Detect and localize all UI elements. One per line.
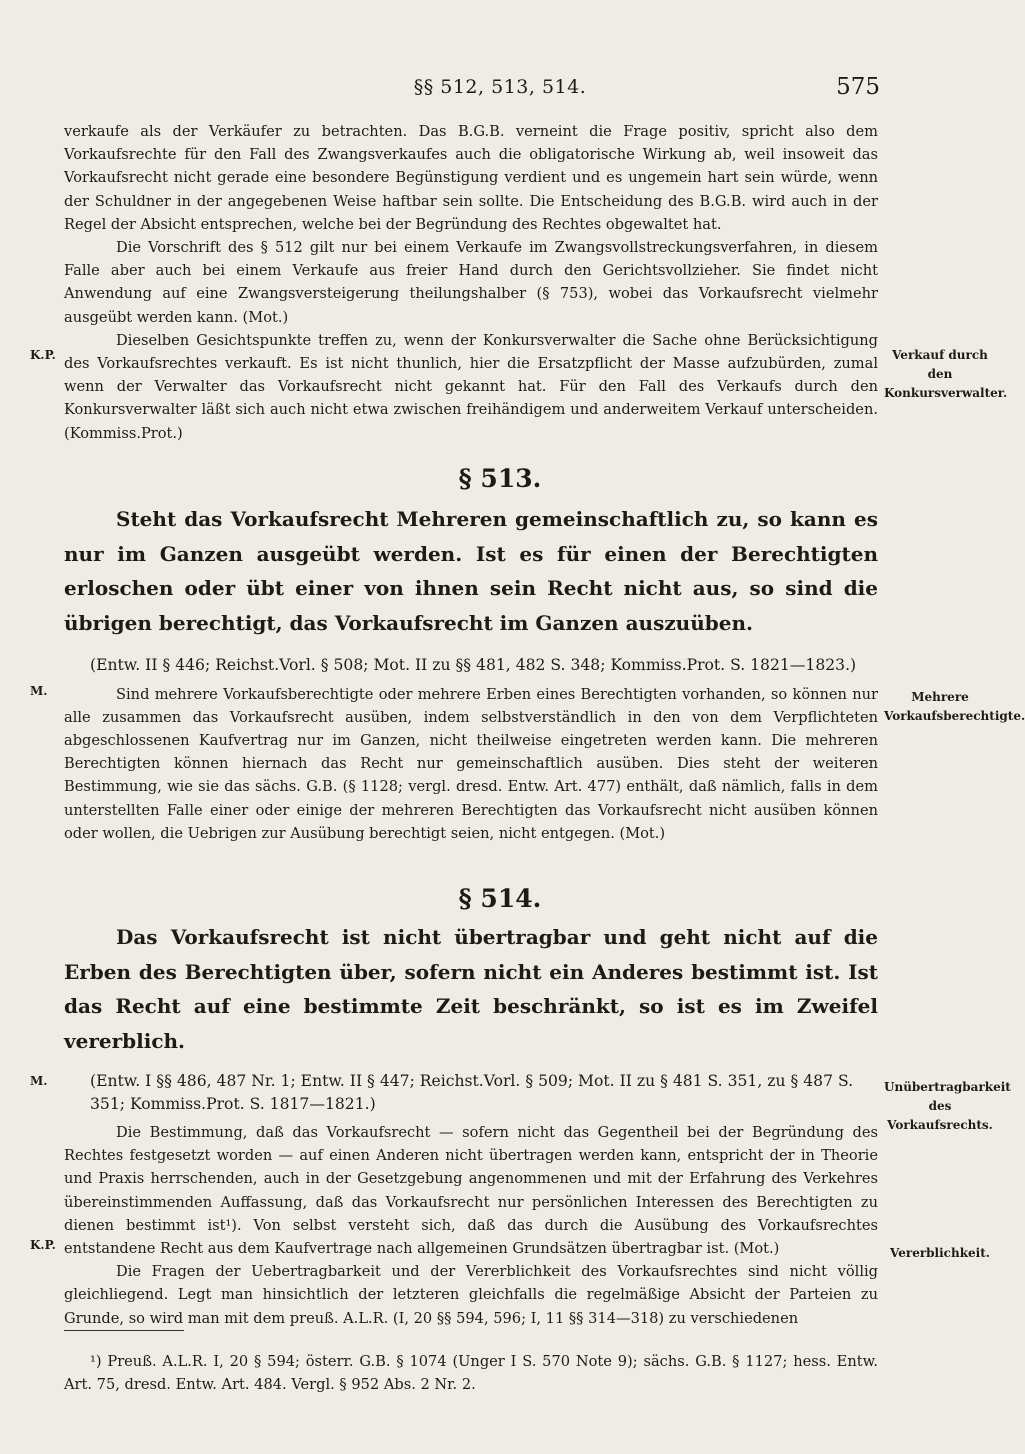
section-514-heading: § 514.	[458, 884, 542, 913]
s513-commentary: Sind mehrere Vorkaufsberechtigte oder mehrere Erben eines Berechtigten vorhanden, so können nur alle zusammen das Vorkaufsrecht ausüben, indem selbstverständlich in den von dem Verpflichteten abgeschlossenen Kaufvertrag nur im Ganzen, nicht theilweise eingetreten werden kann. Die mehreren Berechtigten können hiernach das Recht nur gemeinschaftlich ausüben. Dies steht der weiteren Bestimmung, wie sie das sächs. G.B. (§ 1128; vergl. dresd. Entw. Art. 477) enthält, daß nämlich, falls in dem unterstellten Falle einer oder einige der mehreren Berechtigten das Vorkaufsrecht nicht ausüben können oder wollen, die Uebrigen zur Ausübung berechtigt seien, nicht entgegen. (Mot.)	[64, 685, 878, 842]
page-number: 575	[836, 74, 880, 100]
s514-commentary-1: Die Bestimmung, daß das Vorkaufsrecht — sofern nicht das Gegentheil bei der Begründung des Rechtes festgesetzt worden — auf einen Anderen nicht übertragen werden kann, entspricht der in Theorie und Praxis herrschenden, auch in der Gesetzgebung angenommenen und mit der Erfahrung des Verkehres übereinstimmenden Auffassung, daß das Vorkaufsrecht nur persönlichen Interessen des Berechtigten zu dienen bestimmt ist¹). Von selbst versteht sich, daß das durch die Ausübung des Vorkaufsrechtes entstandene Recht aus dem Kaufvertrage nach allgemeinen Grundsätzen übertragbar ist. (Mot.)	[64, 1124, 878, 1258]
marker-kp: K.P.	[30, 348, 56, 362]
section-513	[64, 502, 878, 845]
margin-note-mehrere: Mehrere Vorkaufsberechtigte.	[884, 690, 1025, 723]
running-header: §§ 512, 513, 514.	[413, 76, 587, 98]
section-514	[64, 920, 878, 1330]
footnote-rule	[64, 1330, 184, 1331]
s514-sources: (Entw. I §§ 486, 487 Nr. 1; Entw. II § 447; Reichst.Vorl. § 509; Mot. II zu § 481 S. 351, zu § 487 S. 351; Kommiss.Prot. S. 1817—1821.)	[90, 1072, 854, 1113]
margin-note-konkurs: Verkauf durch den Konkursverwalter.	[884, 348, 1008, 400]
s512-paragraph-2: Die Vorschrift des § 512 gilt nur bei einem Verkaufe im Zwangsvollstreckungsverfahren, in diesem Falle aber auch bei einem Verkaufe aus freier Hand durch den Gerichtsvollzieher. Sie findet nicht Anwendung auf eine Zwangsversteigerung theilungshalber (§ 753), wobei das Vorkaufsrecht vielmehr ausgeübt werden kann. (Mot.)	[64, 239, 878, 326]
marker-m: M.	[30, 684, 48, 698]
s512-paragraph-1: verkaufe als der Verkäufer zu betrachten. Das B.G.B. verneint die Frage positiv, spricht also dem Vorkaufsrechte für den Fall des Zwangsverkaufes auch die obligatorische Wirkung ab, weil insoweit das Vorkaufsrecht nicht gerade eine besondere Begünstigung verdient und es ungemein hart sein würde, wenn der Schuldner in der angegebenen Weise haftbar sein sollte. Die Entscheidung des B.G.B. wird auch in der Regel der Absicht entsprechen, welche bei der Begründung des Rechtes obgewaltet hat.	[64, 123, 878, 233]
marker-kp: K.P.	[30, 1238, 56, 1252]
s514-commentary-2: Die Fragen der Uebertragbarkeit und der Vererblichkeit des Vorkaufsrechtes sind nicht völlig gleichliegend. Legt man hinsichtlich der letzteren gleichfalls die regelmäßige Absicht der Parteien zu Grunde, so wird man mit dem preuß. A.L.R. (I, 20 §§ 594, 596; I, 11 §§ 314—318) zu verschiedenen	[64, 1263, 878, 1327]
s512-continuation	[64, 120, 878, 445]
margin-note-vererblichkeit: Vererblichkeit.	[890, 1246, 990, 1260]
margin-note-unuebertragbarkeit: Unübertragbarkeit des Vorkaufsrechts.	[884, 1080, 1011, 1132]
marker-m: M.	[30, 1074, 48, 1088]
s512-paragraph-3: Dieselben Gesichtspunkte treffen zu, wenn der Konkursverwalter die Sache ohne Berücksichtigung des Vorkaufsrechtes verkauft. Es ist nicht thunlich, hier die Ersatzpflicht der Masse aufzubürden, zumal wenn der Verwalter das Vorkaufsrecht nicht gekannt hat. Für den Fall des Verkaufs durch den Konkursverwalter läßt sich auch nicht etwa zwischen freihändigem und anderweitem Verkauf unterscheiden. (Kommiss.Prot.)	[64, 331, 878, 442]
s513-law-text: Steht das Vorkaufsrecht Mehreren gemeinschaftlich zu, so kann es nur im Ganzen ausgeübt werden. Ist es für einen der Berechtigten erloschen oder übt einer von ihnen sein Recht nicht aus, so sind die übrigen berechtigt, das Vorkaufsrecht im Ganzen auszuüben.	[64, 507, 878, 635]
s513-sources: (Entw. II § 446; Reichst.Vorl. § 508; Mot. II zu §§ 481, 482 S. 348; Kommiss.Prot. S. 1821—1823.)	[90, 656, 857, 674]
footnote: ¹) Preuß. A.L.R. I, 20 § 594; österr. G.B. § 1074 (Unger I S. 570 Note 9); sächs. G.B. § 1127; hess. Entw. Art. 75, dresd. Entw. Art. 484. Vergl. § 952 Abs. 2 Nr. 2.	[64, 1353, 878, 1393]
s514-law-text: Das Vorkaufsrecht ist nicht übertragbar und geht nicht auf die Erben des Berechtigten über, sofern nicht ein Anderes bestimmt ist. Ist das Recht auf eine bestimmte Zeit beschränkt, so ist es im Zweifel vererblich.	[64, 925, 878, 1053]
section-513-heading: § 513.	[458, 464, 542, 493]
